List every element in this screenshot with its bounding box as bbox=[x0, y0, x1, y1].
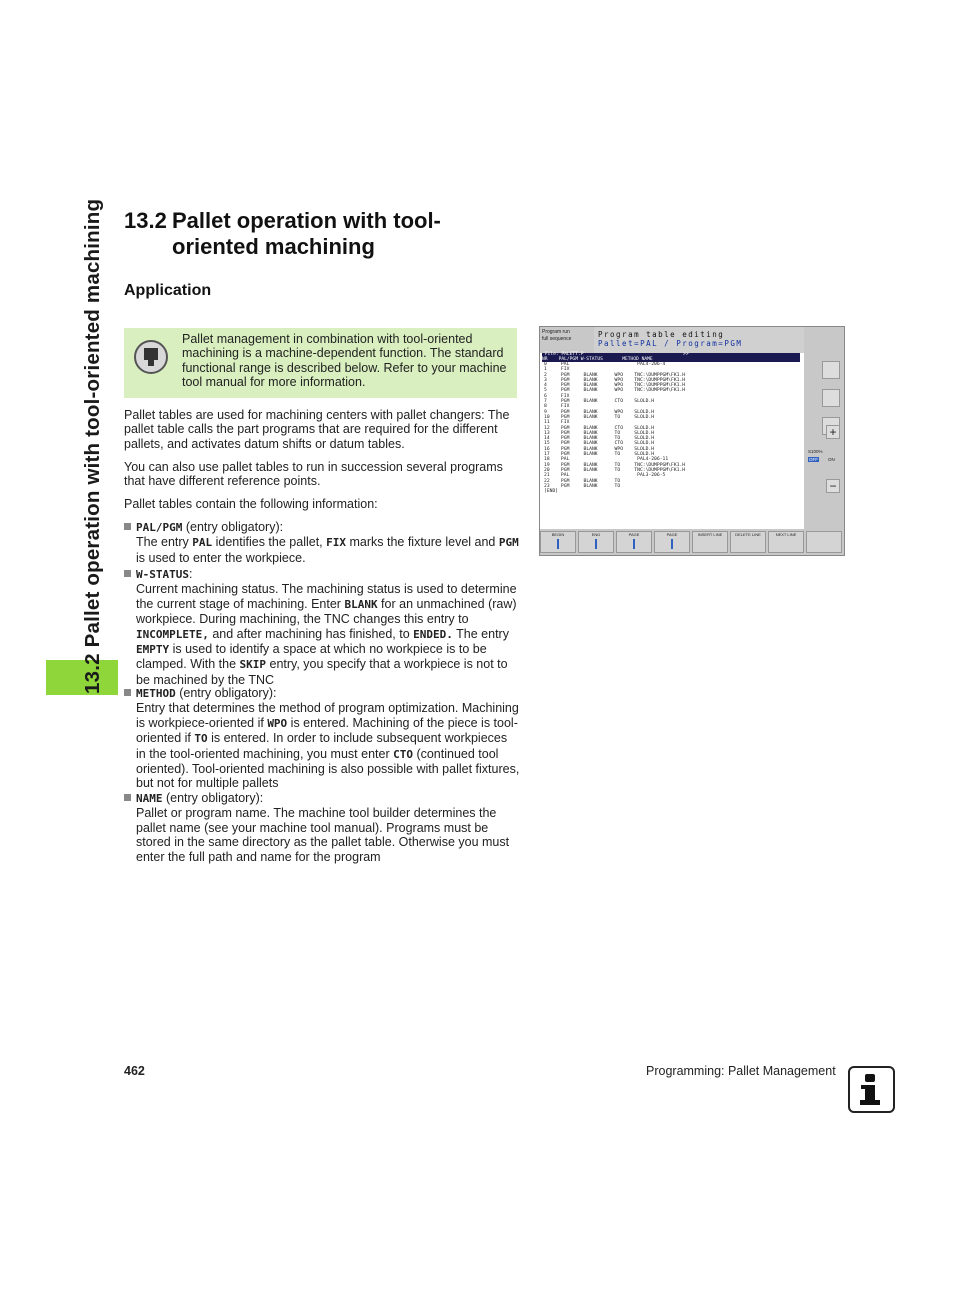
pallet-table bbox=[540, 353, 804, 529]
softkey-delete-line[interactable] bbox=[730, 531, 766, 553]
mode-line: Program run bbox=[542, 329, 570, 335]
code: W-STATUS bbox=[136, 568, 189, 581]
page-title bbox=[124, 208, 441, 260]
text: identifies the pallet, bbox=[212, 535, 327, 550]
text: The entry bbox=[136, 535, 193, 550]
bullet-marker bbox=[124, 570, 131, 577]
softkey-end[interactable] bbox=[578, 531, 614, 553]
text: (entry obligatory): bbox=[162, 791, 264, 805]
softkey-page-up[interactable] bbox=[616, 531, 652, 553]
mode-label bbox=[540, 327, 594, 353]
list-item-pal-pgm bbox=[124, 520, 520, 565]
code: ENDED. bbox=[413, 627, 453, 641]
arrow-down-icon bbox=[595, 539, 597, 549]
title-line-1: Pallet operation with tool- bbox=[172, 208, 441, 233]
bullet-marker bbox=[124, 794, 131, 801]
text: is used to enter the workpiece. bbox=[136, 550, 306, 565]
softkey-empty[interactable] bbox=[806, 531, 842, 553]
code: PGM bbox=[498, 536, 519, 550]
text: (entry obligatory): bbox=[182, 520, 284, 534]
list-item-method bbox=[124, 686, 520, 791]
text: : bbox=[188, 567, 193, 581]
text: Pallet or program name. The machine tool builder determines the pallet name (see your machine tool manual). Programs must be stored in the same directory as the pallet table. Otherwise you must enter the full path and name for the program bbox=[136, 806, 510, 864]
softkey-label: INSERT LINE bbox=[697, 532, 723, 537]
plus-icon[interactable]: + bbox=[826, 425, 840, 439]
screen-header bbox=[594, 327, 804, 353]
section-subheading: Application bbox=[124, 282, 212, 299]
text: is entered. In order to include subsequent workpieces in the tool-oriented machining, you must enter bbox=[136, 731, 508, 761]
text: (entry obligatory): bbox=[175, 686, 277, 700]
mode-line: full sequence bbox=[542, 336, 572, 342]
text: Entry that determines the method of program optimization. Machining is workpiece-oriented if bbox=[136, 701, 519, 730]
text: marks the fixture level and bbox=[346, 535, 499, 550]
note-box bbox=[124, 328, 517, 398]
text: Current machining status. The machining status is used to determine the current stage of machining. Enter bbox=[136, 582, 517, 611]
table-header: File: PALETT.P >> NR PAL/PGM W-STATUS METHOD NAME bbox=[542, 353, 800, 362]
code: METHOD bbox=[136, 687, 176, 700]
footer-title: Programming: Pallet Management bbox=[646, 1064, 836, 1078]
code: EMPTY bbox=[136, 643, 170, 657]
code: BLANK bbox=[344, 597, 378, 611]
title-line-2: oriented machining bbox=[172, 234, 375, 259]
code: FIX bbox=[326, 536, 346, 550]
code: PAL bbox=[192, 536, 213, 550]
softkey-begin[interactable] bbox=[540, 531, 576, 553]
arrow-up-icon bbox=[633, 539, 635, 549]
softkey-label: PAGE bbox=[628, 532, 640, 537]
text: The entry bbox=[452, 626, 509, 641]
text: for an unmachined (raw) workpiece. During machining, the TNC changes this entry to bbox=[136, 596, 517, 627]
code: SKIP bbox=[239, 658, 267, 672]
side-softkeys bbox=[804, 353, 844, 529]
softkey-next-line[interactable] bbox=[768, 531, 804, 553]
text: is used to identify a space at which no workpiece is to be clamped. With the bbox=[136, 642, 487, 672]
minus-icon[interactable]: − bbox=[826, 479, 840, 493]
info-icon bbox=[848, 1066, 895, 1113]
screen-title: Program table editing bbox=[598, 330, 725, 339]
paragraph: You can also use pallet tables to run in succession several programs that have different reference points. bbox=[124, 460, 503, 489]
tnc-screenshot bbox=[539, 326, 845, 556]
side-tab-title: 13.2 Pallet operation with tool-oriented machining bbox=[81, 198, 104, 694]
bullet-marker bbox=[124, 523, 131, 530]
screen-subtitle: Pallet=PAL / Program=PGM bbox=[598, 339, 743, 348]
paragraph: Pallet tables are used for machining centers with pallet changers: The pallet table calls the part programs that are required for the different pallets, and activates datum shifts or datum tables. bbox=[124, 408, 510, 451]
machine-icon[interactable] bbox=[822, 389, 840, 407]
code: CTO bbox=[393, 747, 413, 761]
override-label: S100% bbox=[808, 449, 823, 454]
softkey-label: BEGIN bbox=[551, 532, 565, 537]
softkey-page-down[interactable] bbox=[654, 531, 690, 553]
arrow-up-icon bbox=[557, 539, 559, 549]
table-rows: 0 PAL PAL4-206-4 1 FIX 2 PGM BLANK WPO TNC:\DUMPPGM\FK1.H 3 PGM BLANK WPO TNC:\DUMPPGM\FK1.H 4 PGM BLANK WPO TNC:\DUMPPGM\FK1.H 5 PGM BLANK WPO TNC:\DUMPPGM\FK1.H 6 FIX 7 PGM BLANK CTO SLOLD.H 8 FIX 9 PGM BLANK WPO SLOLD.H 10 PGM BLANK TO SLOLD.H 11 FIX 12 PGM BLANK CTO SLOLD.H 13 PGM BLANK TO SLOLD.H 14 PGM BLANK TO SLOLD.H 15 PGM BLANK CTO SLOLD.H 16 PGM BLANK WPO SLOLD.H 17 PGM BLANK TO SLOLD.H 18 PAL PAL4-206-11 19 PGM BLANK TO TNC:\DUMPPGM\FK1.H 20 PGM BLANK TO TNC:\DUMPPGM\FK1.H 21 PAL PAL3-206-5 22 PGM BLANK TO 23 PGM BLANK TO [END] bbox=[544, 362, 686, 495]
paragraph: Pallet tables contain the following information: bbox=[124, 497, 378, 511]
code: NAME bbox=[136, 792, 163, 805]
off-toggle[interactable]: OFF bbox=[809, 457, 818, 462]
text: entry, you specify that a workpiece is not to be machined by the TNC bbox=[136, 657, 508, 687]
text: and after machining has finished, to bbox=[208, 626, 414, 641]
text: (continued tool oriented). Tool-oriented machining is also possible with pallet fixtures, but not for multiple pallets bbox=[136, 746, 520, 791]
text: is entered. Machining of the piece is tool-oriented if bbox=[136, 715, 518, 746]
list-item-w-status bbox=[124, 567, 520, 687]
code: PAL/PGM bbox=[136, 521, 183, 534]
softkey-label: END bbox=[591, 532, 601, 537]
code: INCOMPLETE, bbox=[136, 627, 209, 641]
bullet-marker bbox=[124, 689, 131, 696]
list-item-name bbox=[124, 791, 520, 864]
arrow-down-icon bbox=[671, 539, 673, 549]
softkey-label: DELETE LINE bbox=[735, 532, 761, 537]
code: TO bbox=[194, 732, 208, 746]
page-number: 462 bbox=[124, 1064, 145, 1078]
softkey-label: NEXT LINE bbox=[775, 532, 797, 537]
section-number: 13.2 bbox=[124, 208, 167, 233]
machine-dependent-icon bbox=[134, 340, 168, 374]
code: WPO bbox=[267, 716, 288, 730]
softkey-insert-line[interactable] bbox=[692, 531, 728, 553]
on-toggle[interactable]: ON bbox=[828, 457, 835, 462]
note-text: Pallet management in combination with tool-oriented machining is a machine-dependent function. The standard functional range is described below. Refer to your machine tool manual for more information. bbox=[182, 332, 507, 390]
softkey-label: PAGE bbox=[666, 532, 678, 537]
machine-icon[interactable] bbox=[822, 361, 840, 379]
